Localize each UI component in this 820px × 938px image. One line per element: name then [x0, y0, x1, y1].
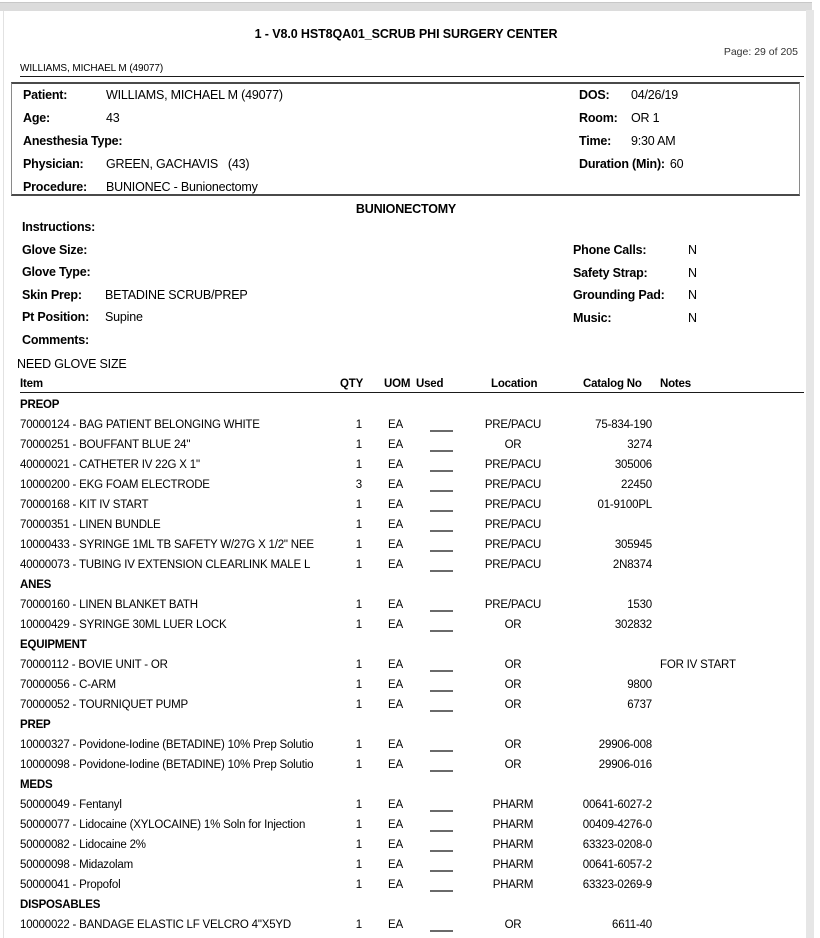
field-row	[23, 180, 283, 203]
item-cell: 70000052 - TOURNIQUET PUMP	[20, 699, 189, 711]
page-number: Page: 29 of 205	[723, 46, 798, 58]
used-blank-line	[430, 570, 453, 572]
field-label: Instructions:	[22, 220, 96, 234]
uom-cell: EA	[388, 599, 403, 611]
section-label: EQUIPMENT	[20, 639, 87, 651]
field-label: Safety Strap:	[573, 265, 648, 280]
used-blank-line	[430, 830, 453, 832]
uom-cell: EA	[388, 439, 403, 451]
used-blank-line	[430, 470, 453, 472]
table-row	[0, 856, 820, 876]
uom-cell: EA	[388, 739, 403, 751]
case-fields-left	[22, 220, 248, 355]
location-cell: OR	[504, 919, 522, 931]
item-cell: 70000124 - BAG PATIENT BELONGING WHITE	[20, 419, 260, 431]
uom-cell: EA	[388, 459, 403, 471]
item-cell: 70000251 - BOUFFANT BLUE 24"	[20, 439, 191, 451]
uom-cell: EA	[388, 419, 403, 431]
item-cell: 50000041 - Propofol	[20, 879, 121, 891]
table-row	[0, 476, 820, 496]
field-row	[23, 88, 283, 111]
column-header-catalog: Catalog No	[583, 378, 642, 390]
field-row	[579, 134, 683, 157]
uom-cell: EA	[388, 539, 403, 551]
catalog-cell: 29906-016	[598, 759, 652, 771]
used-blank-line	[430, 870, 453, 872]
catalog-cell: 75-834-190	[595, 419, 652, 431]
section-label: PREOP	[20, 399, 60, 411]
qty-cell: 3	[355, 479, 362, 491]
table-row	[0, 696, 820, 716]
used-blank-line	[430, 610, 453, 612]
uom-cell: EA	[388, 759, 403, 771]
field-value: 43	[106, 111, 120, 125]
field-row	[22, 288, 248, 311]
item-cell: 70000168 - KIT IV START	[20, 499, 149, 511]
field-value: Supine	[105, 310, 143, 324]
item-cell: 10000022 - BANDAGE ELASTIC LF VELCRO 4"X5YD	[20, 919, 291, 931]
field-row	[22, 220, 248, 243]
case-fields-right	[573, 243, 697, 333]
uom-cell: EA	[388, 679, 403, 691]
uom-cell: EA	[388, 519, 403, 531]
catalog-cell: 00641-6027-2	[582, 799, 652, 811]
qty-cell: 1	[355, 859, 362, 871]
field-value: BETADINE SCRUB/PREP	[105, 287, 248, 302]
uom-cell: EA	[388, 619, 403, 631]
catalog-cell: 1530	[627, 599, 652, 611]
field-label: Room:	[579, 111, 618, 125]
location-cell: PHARM	[492, 819, 534, 831]
item-cell: 50000082 - Lidocaine 2%	[20, 839, 146, 851]
field-label: Glove Type:	[22, 265, 91, 279]
table-row	[0, 416, 820, 436]
qty-cell: 1	[355, 679, 362, 691]
field-label: Time:	[579, 134, 612, 148]
catalog-cell: 305006	[614, 459, 652, 471]
uom-cell: EA	[388, 839, 403, 851]
item-cell: 40000021 - CATHETER IV 22G X 1"	[20, 459, 200, 471]
catalog-cell: 00641-6057-2	[582, 859, 652, 871]
uom-cell: EA	[388, 499, 403, 511]
qty-cell: 1	[355, 919, 362, 931]
column-header-item: Item	[20, 378, 43, 390]
section-label: PREP	[20, 719, 51, 731]
field-label: Skin Prep:	[22, 287, 82, 302]
notes-cell: FOR IV START	[660, 659, 736, 671]
table-section-row	[0, 636, 820, 656]
uom-cell: EA	[388, 699, 403, 711]
field-value: OR 1	[631, 111, 660, 125]
field-value: N	[688, 265, 697, 280]
qty-cell: 1	[355, 539, 362, 551]
location-cell: OR	[504, 659, 522, 671]
qty-cell: 1	[355, 559, 362, 571]
location-cell: PHARM	[492, 799, 534, 811]
uom-cell: EA	[388, 859, 403, 871]
field-value: BUNIONEC - Bunionectomy	[106, 180, 258, 194]
item-cell: 50000049 - Fentanyl	[20, 799, 122, 811]
location-cell: PRE/PACU	[484, 599, 542, 611]
qty-cell: 1	[355, 619, 362, 631]
field-row	[579, 157, 683, 180]
uom-cell: EA	[388, 819, 403, 831]
catalog-cell: 9800	[627, 679, 652, 691]
section-label: MEDS	[20, 779, 53, 791]
used-blank-line	[430, 430, 453, 432]
catalog-cell: 2N8374	[612, 559, 652, 571]
document-title: 1 - V8.0 HST8QA01_SCRUB PHI SURGERY CENTER	[254, 27, 558, 41]
location-cell: PRE/PACU	[484, 559, 542, 571]
field-value: N	[688, 288, 697, 302]
field-row	[23, 134, 283, 157]
field-row	[573, 243, 697, 266]
patient-info-box	[11, 82, 800, 196]
column-header-location: Location	[491, 378, 538, 390]
catalog-cell: 63323-0269-9	[582, 879, 652, 891]
item-cell: 10000429 - SYRINGE 30ML LUER LOCK	[20, 619, 227, 631]
location-cell: PRE/PACU	[484, 419, 542, 431]
section-label: ANES	[20, 579, 52, 591]
location-cell: OR	[504, 619, 522, 631]
table-row	[0, 756, 820, 776]
qty-cell: 1	[355, 799, 362, 811]
field-row	[23, 111, 283, 134]
used-blank-line	[430, 850, 453, 852]
location-cell: PRE/PACU	[484, 459, 542, 471]
field-label: Music:	[573, 310, 612, 325]
field-row	[22, 333, 248, 356]
catalog-cell: 305945	[614, 539, 652, 551]
used-blank-line	[430, 550, 453, 552]
field-row	[22, 265, 248, 288]
field-label: Comments:	[22, 332, 89, 347]
table-row	[0, 556, 820, 576]
used-blank-line	[430, 750, 453, 752]
items-table-body	[0, 396, 820, 936]
used-blank-line	[430, 710, 453, 712]
uom-cell: EA	[388, 659, 403, 671]
qty-cell: 1	[355, 659, 362, 671]
field-value: GREEN, GACHAVIS (43)	[106, 157, 250, 171]
location-cell: PRE/PACU	[484, 519, 542, 531]
table-row	[0, 916, 820, 936]
table-row	[0, 616, 820, 636]
items-table-header	[0, 378, 820, 392]
location-cell: PHARM	[492, 859, 534, 871]
qty-cell: 1	[355, 759, 362, 771]
uom-cell: EA	[388, 479, 403, 491]
field-label: Glove Size:	[22, 242, 88, 257]
field-value: N	[688, 310, 697, 325]
field-label: Age:	[23, 111, 50, 125]
item-cell: 10000327 - Povidone-Iodine (BETADINE) 10% Prep Solutio	[20, 739, 314, 751]
section-label: DISPOSABLES	[20, 899, 101, 911]
used-blank-line	[430, 490, 453, 492]
patient-info-left	[23, 88, 283, 203]
location-cell: OR	[504, 699, 522, 711]
location-cell: PRE/PACU	[484, 499, 542, 511]
field-label: Duration (Min):	[579, 157, 665, 171]
catalog-cell: 6737	[627, 699, 652, 711]
table-row	[0, 516, 820, 536]
field-label: Pt Position:	[22, 310, 90, 324]
location-cell: OR	[504, 679, 522, 691]
field-value: 04/26/19	[631, 88, 679, 102]
location-cell: OR	[504, 739, 522, 751]
used-blank-line	[430, 670, 453, 672]
procedure-section-title: BUNIONECTOMY	[355, 202, 457, 216]
location-cell: PRE/PACU	[484, 479, 542, 491]
location-cell: PRE/PACU	[484, 539, 542, 551]
table-section-row	[0, 576, 820, 596]
used-blank-line	[430, 530, 453, 532]
table-section-row	[0, 896, 820, 916]
uom-cell: EA	[388, 919, 403, 931]
qty-cell: 1	[355, 459, 362, 471]
item-cell: 10000200 - EKG FOAM ELECTRODE	[20, 479, 210, 491]
qty-cell: 1	[355, 499, 362, 511]
used-blank-line	[430, 690, 453, 692]
column-header-used: Used	[416, 378, 444, 390]
item-cell: 10000433 - SYRINGE 1ML TB SAFETY W/27G X 1/2" NEE	[20, 539, 314, 551]
field-value: WILLIAMS, MICHAEL M (49077)	[106, 88, 283, 102]
field-row	[579, 88, 683, 111]
qty-cell: 1	[355, 839, 362, 851]
catalog-cell: 00409-4276-0	[582, 819, 652, 831]
item-cell: 10000098 - Povidone-Iodine (BETADINE) 10% Prep Solutio	[20, 759, 314, 771]
table-section-row	[0, 396, 820, 416]
field-value: N	[688, 243, 697, 257]
field-label: Procedure:	[23, 180, 87, 194]
table-row	[0, 436, 820, 456]
field-row	[573, 288, 697, 311]
catalog-cell: 3274	[627, 439, 652, 451]
catalog-cell: 29906-008	[598, 739, 652, 751]
item-cell: 70000056 - C-ARM	[20, 679, 116, 691]
used-blank-line	[430, 890, 453, 892]
table-section-row	[0, 776, 820, 796]
comments-text: NEED GLOVE SIZE	[17, 357, 127, 371]
catalog-cell: 22450	[621, 479, 652, 491]
item-cell: 70000112 - BOVIE UNIT - OR	[20, 659, 168, 671]
table-row	[0, 536, 820, 556]
table-row	[0, 876, 820, 896]
catalog-cell: 6611-40	[612, 919, 652, 931]
catalog-cell: 01-9100PL	[597, 499, 652, 511]
item-cell: 50000098 - Midazolam	[20, 859, 133, 871]
viewport-top-strip	[0, 2, 812, 11]
table-row	[0, 596, 820, 616]
qty-cell: 1	[355, 699, 362, 711]
column-header-uom: UOM	[384, 378, 411, 390]
field-row	[23, 157, 283, 180]
qty-cell: 1	[355, 879, 362, 891]
used-blank-line	[430, 450, 453, 452]
item-cell: 50000077 - Lidocaine (XYLOCAINE) 1% Soln for Injection	[20, 819, 306, 831]
location-cell: OR	[504, 759, 522, 771]
qty-cell: 1	[355, 439, 362, 451]
catalog-cell: 63323-0208-0	[582, 839, 652, 851]
field-label: Anesthesia Type:	[23, 134, 123, 148]
table-row	[0, 816, 820, 836]
field-row	[573, 311, 697, 334]
table-row	[0, 456, 820, 476]
qty-cell: 1	[355, 599, 362, 611]
field-row	[579, 111, 683, 134]
qty-cell: 1	[355, 819, 362, 831]
table-row	[0, 836, 820, 856]
table-row	[0, 656, 820, 676]
used-blank-line	[430, 810, 453, 812]
table-header-rule	[20, 392, 804, 393]
uom-cell: EA	[388, 879, 403, 891]
field-label: Grounding Pad:	[573, 288, 665, 302]
qty-cell: 1	[355, 739, 362, 751]
field-label: Patient:	[23, 88, 68, 102]
item-cell: 40000073 - TUBING IV EXTENSION CLEARLINK MALE L	[20, 559, 311, 571]
used-blank-line	[430, 770, 453, 772]
field-value: 9:30 AM	[631, 134, 676, 148]
patient-banner: WILLIAMS, MICHAEL M (49077)	[20, 63, 804, 77]
uom-cell: EA	[388, 559, 403, 571]
table-section-row	[0, 716, 820, 736]
field-value: 60	[669, 157, 684, 171]
field-row	[573, 266, 697, 289]
table-row	[0, 796, 820, 816]
column-header-qty: QTY	[340, 378, 364, 390]
table-row	[0, 676, 820, 696]
qty-cell: 1	[355, 419, 362, 431]
location-cell: OR	[504, 439, 522, 451]
field-row	[22, 310, 248, 333]
field-label: Phone Calls:	[573, 243, 647, 257]
location-cell: PHARM	[492, 839, 534, 851]
table-row	[0, 736, 820, 756]
item-cell: 70000160 - LINEN BLANKET BATH	[20, 599, 198, 611]
patient-info-right	[579, 88, 683, 180]
used-blank-line	[430, 930, 453, 932]
field-row	[22, 243, 248, 266]
field-label: DOS:	[579, 88, 610, 102]
column-header-notes: Notes	[660, 378, 691, 390]
uom-cell: EA	[388, 799, 403, 811]
used-blank-line	[430, 510, 453, 512]
field-label: Physician:	[23, 157, 84, 171]
item-cell: 70000351 - LINEN BUNDLE	[20, 519, 161, 531]
location-cell: PHARM	[492, 879, 534, 891]
qty-cell: 1	[355, 519, 362, 531]
table-row	[0, 496, 820, 516]
used-blank-line	[430, 630, 453, 632]
catalog-cell: 302832	[614, 619, 652, 631]
